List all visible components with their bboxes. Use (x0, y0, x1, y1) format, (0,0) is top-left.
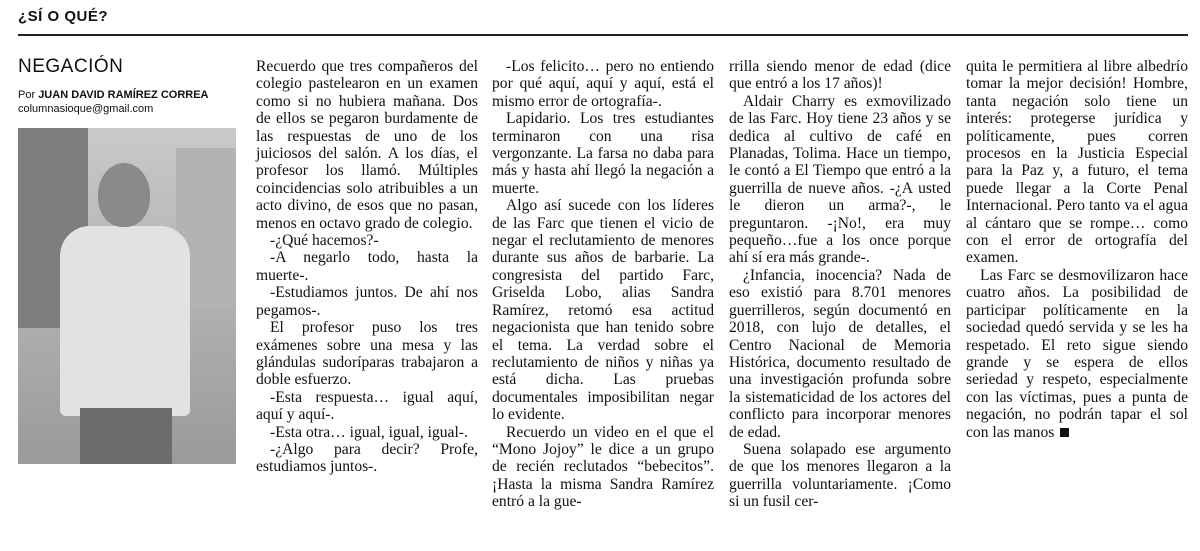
column-1 (256, 58, 478, 476)
headline: NEGACIÓN (18, 56, 124, 77)
author-email: columnasioque@gmail.com (18, 103, 154, 115)
column-3 (729, 58, 951, 511)
article-paragraph: El profesor puso los tres exámenes sobre una mesa y las glándulas sudoríparas trabajaron a doble esfuerzo. (256, 319, 478, 389)
end-mark-icon (1060, 428, 1069, 437)
article-paragraph: ¿Infancia, inocencia? Nada de eso existió para 8.701 menores guerrilleros, según documentó en 2018, con lujo de detalles, el Centro Nacional de Memoria Histórica, documento resultado de una investigación profunda sobre la sistematicidad de los actores del conflicto para incorporar menores de edad. (729, 266, 951, 441)
section-label: ¿SÍ O QUÉ? (18, 8, 109, 25)
article-paragraph: rrilla siendo menor de edad (dice que entró a los 17 años)! (729, 58, 951, 93)
article-paragraph: quita le permitiera al libre albedrío tomar la mejor decisión! Hombre, tanta negación solo tiene un interés: protegerse jurídica y políticamente, pues corren procesos en la Justicia Especial para la Paz y, a futuro, el tema puede llegar a la Corte Penal Internacional. Pero tanto va el agua al cántaro que se rompe… como con el error de ortografía del examen. (966, 58, 1188, 267)
article-paragraph: Aldair Charry es exmovilizado de las Farc. Hoy tiene 23 años y se dedica al cultivo de café en Planadas, Tolima. Hace un tiempo, le contó a El Tiempo que entró a la guerrilla de nueve años. -¿A usted le dieron un arma?-, le preguntaron. -¡No!, era muy pequeño…fue a los once porque ahí sí era más grande-. (729, 92, 951, 267)
article-paragraph: Algo así sucede con los líderes de las Farc que tienen el vicio de negar el reclutamiento de menores durante sus años de barbarie. La congresista del partido Farc, Griselda Lobo, alias Sandra Ramírez, retomó esa actitud negacionista que han tenido sobre el tema. La verdad sobre el reclutamiento de niños y niñas ya está dicha. Las pruebas documentales imposibilitan negar lo evidente. (492, 197, 714, 424)
article-paragraph: -Los felicito… pero no entiendo por qué aquí, aquí y aquí, está el mismo error de ortografía-. (492, 58, 714, 110)
sidebar (18, 48, 238, 464)
article-paragraph: Recuerdo un video en el que el “Mono Jojoy” le dice a un grupo de recién reclutados “bebecitos”. ¡Hasta la misma Sandra Ramírez entró a la gue- (492, 423, 714, 511)
article-paragraph: -A negarlo todo, hasta la muerte-. (256, 249, 478, 284)
column-2 (492, 58, 714, 511)
photo-figure-legs (80, 408, 172, 464)
article-paragraph: Las Farc se desmovilizaron hace cuatro años. La posibilidad de participar políticamente en la sociedad quedó servida y se les ha respetado. El reto sigue siendo grande y se espera de ellos seriedad y respeto, especialmente con las víctimas, pues a punta de negación, no podrán tapar el sol con las manos (966, 266, 1188, 441)
article-paragraph: Suena solapado ese argumento de que los menores llegaron a la guerrilla voluntariamente. ¡Como si un fusil cer- (729, 440, 951, 511)
header-rule (18, 34, 1188, 36)
article-paragraph: -Esta respuesta… igual aquí, aquí y aquí-. (256, 388, 478, 424)
article-paragraph: -Estudiamos juntos. De ahí nos pegamos-. (256, 284, 478, 319)
author-name: JUAN DAVID RAMÍREZ CORREA (38, 89, 209, 101)
article-paragraph: Recuerdo que tres compañeros del colegio pastelearon en un examen como si no hubiera mañana. Dos de ellos se pegaron burdamente de las respuestas de uno de los juiciosos del salón. A los días, el profesor los llamó. Múltiples coincidencias solo atribuibles a un acto divino, de esos que no pasan, menos en octavo grado de colegio. (256, 58, 478, 232)
article-paragraph: -¿Qué hacemos?- (270, 232, 379, 250)
article-paragraph: -¿Algo para decir? Profe, estudiamos juntos-. (256, 440, 478, 476)
byline (18, 88, 238, 116)
article-paragraph: Lapidario. Los tres estudiantes terminaron con una risa vergonzante. La farsa no daba para más y hasta ahí llegó la negación a muerte. (492, 110, 714, 197)
photo-figure-body (60, 226, 190, 416)
photo-figure-head (98, 163, 150, 227)
article-paragraph: -Esta otra… igual, igual, igual-. (270, 423, 468, 441)
byline-prefix: Por (18, 89, 36, 101)
author-photo (18, 128, 236, 464)
column-4 (966, 58, 1188, 441)
